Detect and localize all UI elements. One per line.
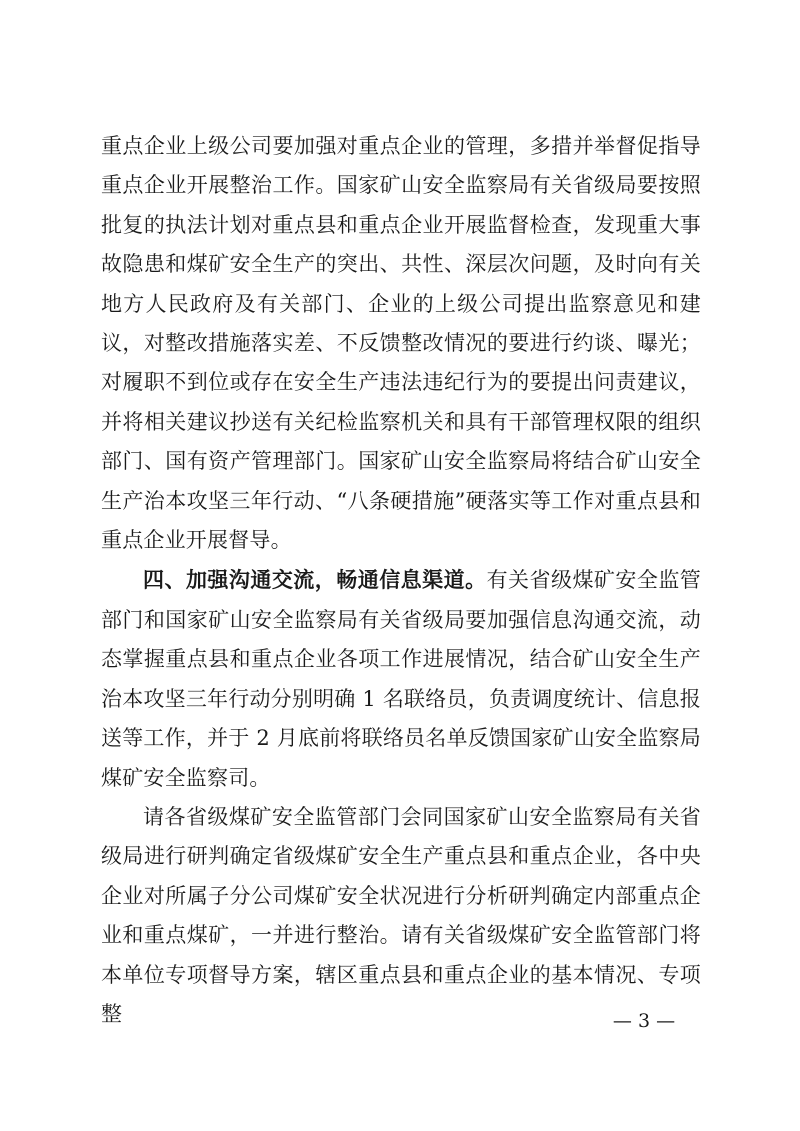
paragraph-text: 重点企业上级公司要加强对重点企业的管理，多措并举督促指导重点企业开展整治工作。国家矿山安全监察局有关省级局要按照批复的执法计划对重点县和重点企业开展监督检查，发现重大事故隐患和煤矿安全生产的突出、共性、深层次问题，及时向有关地方人民政府及有关部门、企业的上级公司提出监察意见和建议，对整改措施落实差、不反馈整改情况的要进行约谈、曝光；对履职不到位或存在安全生产违法违纪行为的要提出问责建议，并将相关建议抄送有关纪检监察机关和具有干部管理权限的组织部门、国有资产管理部门。国家矿山安全监察局将结合矿山安全生产治本攻坚三年行动、“八条硬措施”硬落实等工作对重点县和重点企业开展督导。 bbox=[101, 134, 701, 553]
paragraph-section-four bbox=[101, 560, 701, 797]
paragraph-text: 有关省级煤矿安全监管部门和国家矿山安全监察局有关省级局要加强信息沟通交流，动态掌握重点县和重点企业各项工作进展情况，结合矿山安全生产治本攻坚三年行动分别明确 1 名联络员，负责调度统计、信息报送等工作，并于 2 月底前将联络员名单反馈国家矿山安全监察局煤矿安全监察司。 bbox=[101, 568, 702, 790]
document-body bbox=[101, 127, 701, 1034]
paragraph-text: 请各省级煤矿安全监管部门会同国家矿山安全监察局有关省级局进行研判确定省级煤矿安全生产重点县和重点企业，各中央企业对所属子分公司煤矿安全状况进行分析研判确定内部重点企业和重点煤矿，一并进行整治。请有关省级煤矿安全监管部门将本单位专项督导方案，辖区重点县和重点企业的基本情况、专项整 bbox=[101, 804, 701, 1026]
section-heading: 四、加强沟通交流，畅通信息渠道。 bbox=[143, 567, 487, 593]
page-number: — 3 — bbox=[612, 1010, 676, 1032]
paragraph-request bbox=[101, 798, 701, 1034]
paragraph-continuation bbox=[101, 127, 701, 560]
